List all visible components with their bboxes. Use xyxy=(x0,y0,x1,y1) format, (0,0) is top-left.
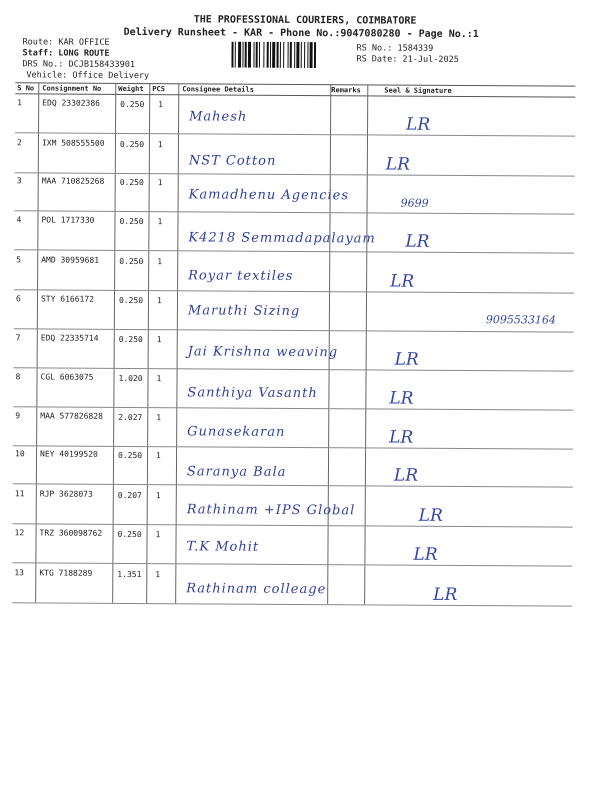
row-sno: 9 xyxy=(15,411,21,421)
row-pcs: 1 xyxy=(156,374,162,384)
row-weight: 0.250 xyxy=(119,139,145,150)
consignment-number: AMD 30959681 xyxy=(41,255,100,265)
consignment-number: POL 1717330 xyxy=(41,215,95,225)
row-pcs: 1 xyxy=(158,100,164,110)
drs-number: DRS No.: DCJB158433901 xyxy=(22,59,136,70)
consignee-handwritten: Kamadhenu Agencies xyxy=(188,187,350,204)
receiver-signature: LR xyxy=(393,465,419,486)
consignee-handwritten: Mahesh xyxy=(189,109,248,125)
receiver-signature: LR xyxy=(389,388,414,409)
row-pcs: 1 xyxy=(157,140,163,150)
row-divider xyxy=(13,523,573,527)
row-pcs: 1 xyxy=(155,570,161,580)
consignee-handwritten: Jai Krishna weaving xyxy=(187,344,339,361)
col-header-pcs: PCS xyxy=(152,85,165,94)
consignment-number: NEY 40199520 xyxy=(40,449,98,459)
col-header-consignment: Consignment No xyxy=(42,84,102,93)
document-title: THE PROFESSIONAL COURIERS, COIMBATORE xyxy=(193,14,417,27)
consignee-handwritten: Rathinam +IPS Global xyxy=(186,502,356,519)
row-sno: 8 xyxy=(15,372,21,382)
consignee-handwritten: Santhiya Vasanth xyxy=(187,385,318,402)
col-header-seal: Seal & Signature xyxy=(384,86,452,95)
consignee-handwritten: T.K Mohit xyxy=(186,539,260,555)
row-sno: 1 xyxy=(17,98,23,108)
consignee-handwritten: Gunasekaran xyxy=(187,424,286,440)
row-weight: 1.020 xyxy=(118,373,143,384)
receiver-signature: LR xyxy=(394,349,419,370)
vehicle-field: Vehicle: Office Delivery xyxy=(26,70,150,82)
row-weight: 0.250 xyxy=(119,216,144,227)
consignment-number: STY 6166172 xyxy=(40,294,95,304)
row-weight: 0.207 xyxy=(117,490,142,501)
consignee-handwritten: K4218 Semmadapalayam xyxy=(188,230,376,247)
receiver-signature: LR xyxy=(433,584,458,605)
row-sno: 2 xyxy=(16,138,22,148)
header-bottom-rule xyxy=(15,93,575,97)
row-sno: 6 xyxy=(15,294,21,304)
col-header-consignee: Consignee Details xyxy=(182,85,254,94)
row-pcs: 1 xyxy=(155,491,161,501)
receiver-signature: 9095533164 xyxy=(485,313,556,327)
receiver-signature: LR xyxy=(413,544,438,565)
consignment-number: CGL 6063075 xyxy=(40,372,94,382)
row-pcs: 1 xyxy=(157,217,163,227)
document-subtitle: Delivery Runsheet - KAR - Phone No.:9047080280 - Page No.:1 xyxy=(123,26,479,41)
rs-date: RS Date: 21-Jul-2025 xyxy=(356,54,459,65)
row-weight: 0.250 xyxy=(119,177,144,188)
row-weight: 0.250 xyxy=(119,256,144,267)
receiver-signature: LR xyxy=(389,427,414,448)
row-divider xyxy=(14,328,574,332)
row-pcs: 1 xyxy=(155,530,161,540)
row-divider xyxy=(12,562,572,566)
row-weight: 0.250 xyxy=(118,450,143,461)
row-divider xyxy=(14,367,574,371)
consignment-number: MAA 577826828 xyxy=(40,411,103,421)
consignee-handwritten: NST Cotton xyxy=(188,153,277,169)
consignee-handwritten: Royar textiles xyxy=(188,268,294,284)
consignment-number: MAA 710825268 xyxy=(41,176,105,186)
row-pcs: 1 xyxy=(156,335,162,345)
consignee-handwritten: Saranya Bala xyxy=(186,464,287,480)
receiver-signature: LR xyxy=(390,271,415,292)
col-header-remarks: Remarks xyxy=(331,86,361,95)
consignment-number: KTG 7188289 xyxy=(39,568,93,578)
row-pcs: 1 xyxy=(157,257,163,267)
row-sno: 7 xyxy=(15,333,21,343)
row-pcs: 1 xyxy=(157,178,163,188)
route-field: Route: KAR OFFICE xyxy=(22,37,110,48)
row-weight: 0.250 xyxy=(117,529,142,540)
row-weight: 0.250 xyxy=(118,295,144,306)
consignment-number: RJP 3628073 xyxy=(39,489,93,499)
receiver-signature: 9699 xyxy=(400,196,429,210)
barcode xyxy=(231,42,349,69)
row-divider xyxy=(15,132,575,136)
row-divider xyxy=(14,289,574,293)
col-header-weight: Weight xyxy=(118,84,144,94)
row-pcs: 1 xyxy=(156,296,162,306)
receiver-signature: LR xyxy=(418,505,443,526)
consignment-number: IXM 508555500 xyxy=(41,138,105,148)
consignee-handwritten: Maruthi Sizing xyxy=(187,303,301,320)
consignment-number: TRZ 360098762 xyxy=(39,528,103,538)
row-divider xyxy=(13,406,573,410)
staff-field: Staff: LONG ROUTE xyxy=(22,48,110,59)
rs-number: RS No.: 1584339 xyxy=(356,43,434,54)
col-header-sno: S No xyxy=(17,84,35,93)
row-divider xyxy=(15,210,575,214)
row-sno: 3 xyxy=(16,176,22,186)
receiver-signature: LR xyxy=(405,231,430,252)
consignment-number: EDQ 22335714 xyxy=(40,333,99,343)
row-sno: 10 xyxy=(15,449,25,459)
row-divider xyxy=(12,602,572,606)
consignee-handwritten: Rathinam colleage xyxy=(186,581,327,598)
row-weight: 1.351 xyxy=(117,569,142,580)
row-weight: 0.250 xyxy=(118,334,143,345)
row-sno: 12 xyxy=(14,528,25,538)
row-weight: 2.027 xyxy=(118,412,143,423)
row-divider xyxy=(13,483,573,487)
row-sno: 5 xyxy=(16,255,22,265)
row-weight: 0.250 xyxy=(120,99,145,110)
row-pcs: 1 xyxy=(156,451,161,461)
receiver-signature: LR xyxy=(385,154,410,175)
row-sno: 4 xyxy=(16,215,22,225)
row-sno: 13 xyxy=(14,568,24,578)
consignment-number: EDQ 23302386 xyxy=(42,98,101,108)
receiver-signature: LR xyxy=(406,114,431,135)
row-pcs: 1 xyxy=(156,413,162,423)
row-sno: 11 xyxy=(14,489,25,499)
row-divider xyxy=(14,249,574,253)
